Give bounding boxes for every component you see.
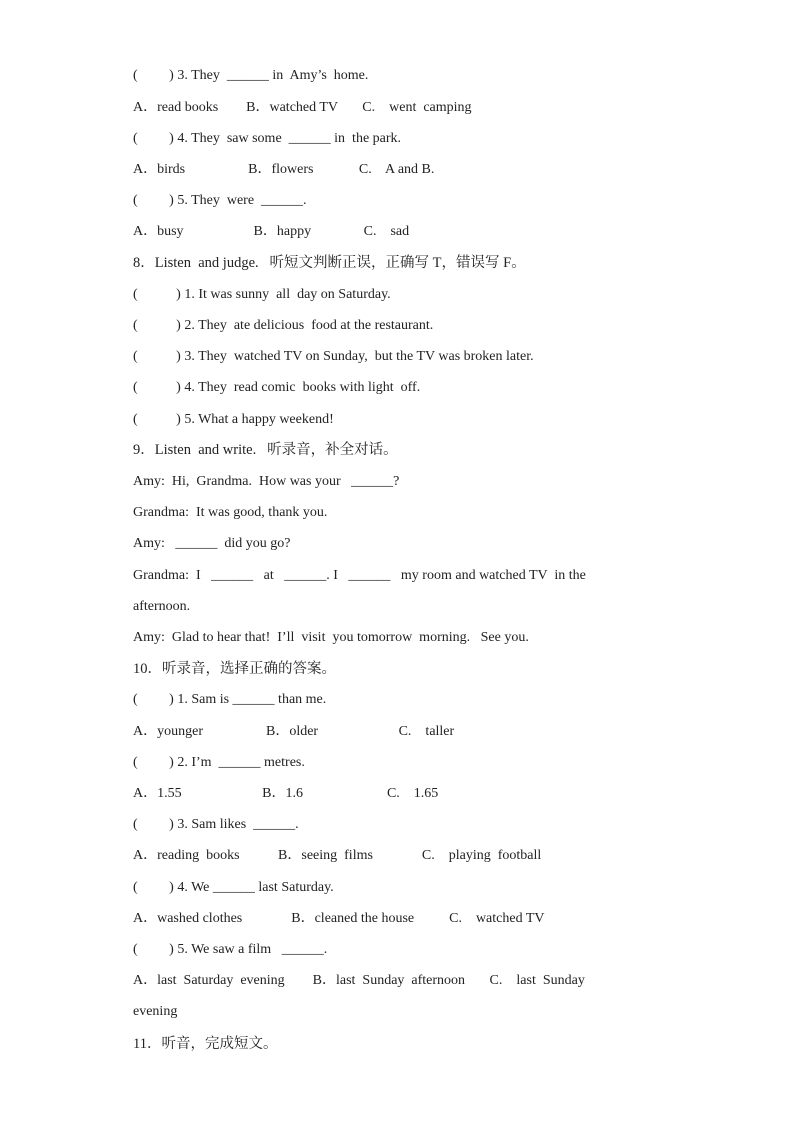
q8-5: ( ) 5. What a happy weekend! <box>133 412 334 427</box>
dialogue-line-4-cont: afternoon. <box>133 599 191 614</box>
q8-4: ( ) 4. They read comic books with light off. <box>133 380 421 395</box>
section-9-heading: 9．Listen and write. 听录音，补全对话。 <box>133 442 398 458</box>
q7-4-options: A．birds B．flowers C. A and B. <box>133 162 435 177</box>
q8-1: ( ) 1. It was sunny all day on Saturday. <box>133 287 391 302</box>
q10-1-stem: ( ) 1. Sam is ______ than me. <box>133 692 327 707</box>
dialogue-line-2: Grandma: It was good, thank you. <box>133 505 328 520</box>
q7-3-stem: ( ) 3. They ______ in Amy’s home. <box>133 68 369 83</box>
dialogue-line-3: Amy: ______ did you go? <box>133 536 291 551</box>
section-10-heading: 10．听录音，选择正确的答案。 <box>133 661 336 677</box>
dialogue-line-5: Amy: Glad to hear that! I’ll visit you tomorrow morning. See you. <box>133 630 529 645</box>
q10-4-stem: ( ) 4. We ______ last Saturday. <box>133 880 334 895</box>
dialogue-line-4: Grandma: I ______ at ______. I ______ my room and watched TV in the <box>133 568 586 583</box>
dialogue-line-1: Amy: Hi, Grandma. How was your ______? <box>133 474 400 489</box>
q10-5-options-cont: evening <box>133 1004 178 1019</box>
q8-2: ( ) 2. They ate delicious food at the restaurant. <box>133 318 434 333</box>
q10-2-stem: ( ) 2. I’m ______ metres. <box>133 755 305 770</box>
q7-5-stem: ( ) 5. They were ______. <box>133 193 307 208</box>
q10-5-options: A．last Saturday evening B．last Sunday afternoon C. last Sunday <box>133 973 585 988</box>
q10-3-options: A．reading books B．seeing films C. playing football <box>133 848 542 863</box>
q8-3: ( ) 3. They watched TV on Sunday, but the TV was broken later. <box>133 349 534 364</box>
q10-1-options: A．younger B．older C. taller <box>133 724 455 739</box>
q7-3-options: A．read books B．watched TV C. went camping <box>133 100 472 115</box>
q7-5-options: A．busy B．happy C. sad <box>133 224 410 239</box>
section-8-heading: 8．Listen and judge. 听短文判断正误，正确写 T，错误写 F。 <box>133 255 526 271</box>
q10-3-stem: ( ) 3. Sam likes ______. <box>133 817 299 832</box>
section-11-heading: 11．听音，完成短文。 <box>133 1036 278 1052</box>
q10-4-options: A．washed clothes B．cleaned the house C. watched TV <box>133 911 545 926</box>
q10-2-options: A．1.55 B．1.6 C. 1.65 <box>133 786 439 801</box>
q10-5-stem: ( ) 5. We saw a film ______. <box>133 942 328 957</box>
q7-4-stem: ( ) 4. They saw some ______ in the park. <box>133 131 402 146</box>
